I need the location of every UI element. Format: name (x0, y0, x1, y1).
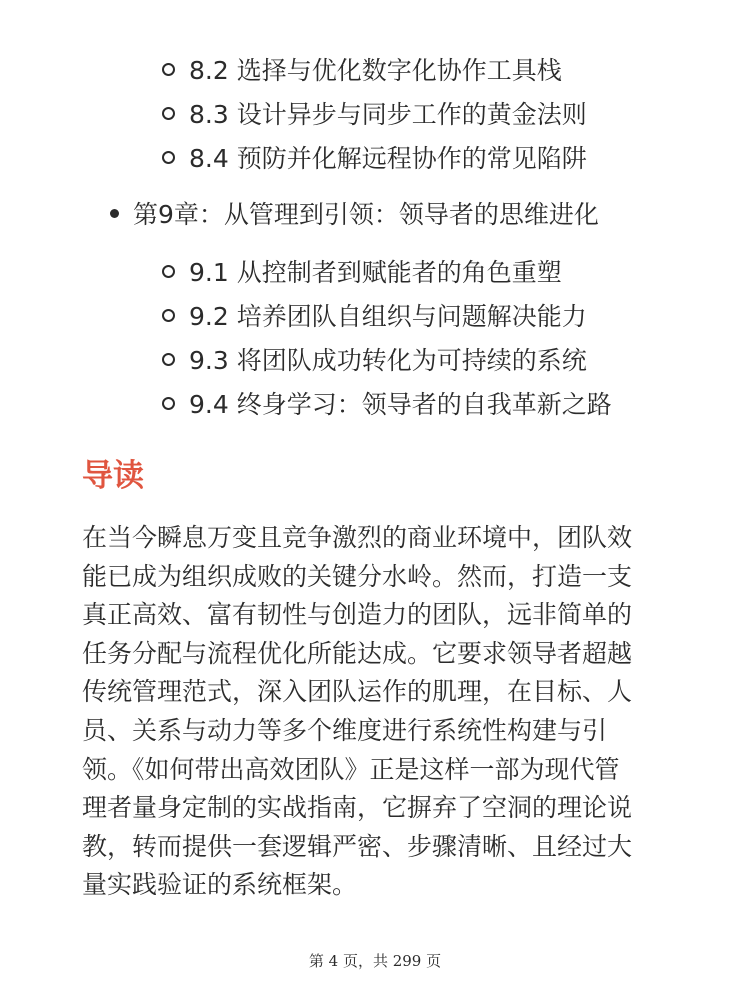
intro-paragraph (82, 519, 682, 905)
hollow-bullet-icon (162, 265, 175, 278)
toc-item-8-4[interactable] (162, 143, 587, 175)
hollow-bullet-icon (162, 63, 175, 76)
paragraph-line: 传统管理范式，深入团队运作的肌理，在目标、人 (82, 677, 633, 707)
paragraph-line: 在当今瞬息万变且竞争激烈的商业环境中，团队效 (82, 523, 633, 552)
toc-item-label: 8.3 设计异步与同步工作的黄金法则 (189, 100, 587, 129)
toc-item-9-1[interactable] (162, 257, 562, 289)
toc-item-9-2[interactable] (162, 301, 587, 333)
toc-item-label: 8.2 选择与优化数字化协作工具栈 (189, 56, 562, 85)
paragraph-line: 能已成为组织成败的关键分水岭。然而，打造一支 (82, 561, 633, 591)
paragraph-line: 员、关系与动力等多个维度进行系统性构建与引 (82, 715, 608, 745)
filled-bullet-icon (110, 209, 119, 218)
toc-chapter-label: 第9章：从管理到引领：领导者的思维进化 (133, 200, 599, 229)
paragraph-line: 理者量身定制的实战指南，它摒弃了空洞的理论说 (82, 793, 633, 823)
toc-item-9-3[interactable] (162, 345, 587, 377)
toc-item-label: 9.3 将团队成功转化为可持续的系统 (189, 346, 587, 375)
toc-item-label: 9.4 终身学习：领导者的自我革新之路 (189, 390, 612, 419)
paragraph-line: 量实践验证的系统框架。 (82, 870, 358, 900)
toc-item-label: 9.1 从控制者到赋能者的角色重塑 (189, 258, 562, 287)
toc-item-9-4[interactable] (162, 389, 612, 421)
hollow-bullet-icon (162, 353, 175, 366)
toc-item-label: 8.4 预防并化解远程协作的常见陷阱 (189, 144, 587, 173)
section-heading-intro: 导读 (82, 458, 144, 494)
paragraph-line: 教，转而提供一套逻辑严密、步骤清晰、且经过大 (82, 831, 633, 861)
paragraph-line: 领。《如何带出高效团队》正是这样一部为现代管 (82, 754, 620, 784)
hollow-bullet-icon (162, 397, 175, 410)
toc-item-8-2[interactable] (162, 55, 562, 87)
toc-item-8-3[interactable] (162, 99, 587, 131)
paragraph-line: 任务分配与流程优化所能达成。它要求领导者超越 (82, 638, 633, 668)
hollow-bullet-icon (162, 151, 175, 164)
toc-item-label: 9.2 培养团队自组织与问题解决能力 (189, 302, 587, 331)
hollow-bullet-icon (162, 107, 175, 120)
page-number-footer: 第 4 页，共 299 页 (308, 952, 442, 970)
paragraph-line: 真正高效、富有韧性与创造力的团队，远非简单的 (82, 600, 633, 630)
toc-chapter-9[interactable] (110, 199, 599, 231)
hollow-bullet-icon (162, 309, 175, 322)
